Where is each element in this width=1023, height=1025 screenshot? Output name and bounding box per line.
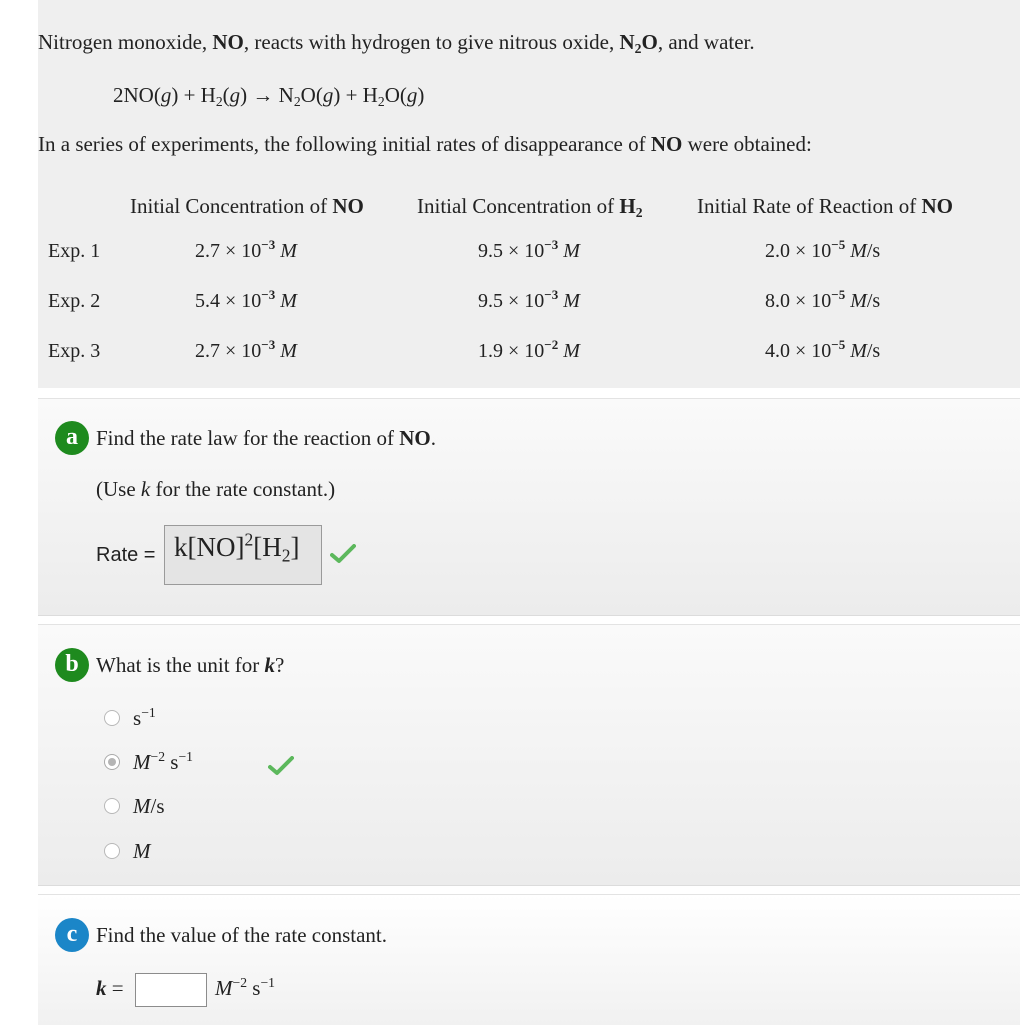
part-a-question: Find the rate law for the reaction of NO.	[96, 426, 436, 450]
check-icon	[330, 544, 356, 564]
part-c-question: Find the value of the rate constant.	[96, 923, 387, 947]
row-3-h2: $1.9 \times 10^{-2}$ M	[478, 337, 580, 362]
header-h2-concentration: Initial Concentration of $H_2$	[417, 194, 643, 221]
row-2-h2: $9.5 \times 10^{-3}$ M	[478, 287, 580, 312]
option-1-label: $s^{-1}$	[133, 704, 156, 730]
header-no-concentration: Initial Concentration of NO	[130, 194, 364, 218]
rate-constant-unit: $M^{-2}$ $s^{-1}$	[215, 974, 275, 1000]
radio-option-3[interactable]	[104, 798, 120, 814]
option-3-label: M/s	[133, 794, 165, 818]
option-4-label: M	[133, 839, 151, 863]
row-1-rate: $2.0 \times 10^{-5}$ M/s	[765, 237, 881, 262]
radio-option-1[interactable]	[104, 710, 120, 726]
part-b-question: What is the unit for k?	[96, 653, 285, 677]
row-3-label: Exp. 3	[48, 340, 101, 362]
row-3-no: $2.7 \times 10^{-3}$ M	[195, 337, 297, 362]
row-2-label: Exp. 2	[48, 290, 101, 312]
rate-constant-input[interactable]	[135, 973, 207, 1007]
row-1-no: $2.7 \times 10^{-3}$ M	[195, 237, 297, 262]
header-rate: Initial Rate of Reaction of NO	[697, 194, 954, 218]
row-2-no: $5.4 \times 10^{-3}$ M	[195, 287, 297, 312]
part-c-badge: c	[55, 918, 89, 952]
check-icon	[268, 756, 294, 776]
part-a-hint: (Use k for the rate constant.)	[96, 477, 336, 501]
radio-option-2[interactable]	[104, 754, 120, 770]
radio-option-4[interactable]	[104, 843, 120, 859]
part-b-badge: b	[55, 648, 89, 682]
row-1-h2: $9.5 \times 10^{-3}$ M	[478, 237, 580, 262]
part-a-badge: a	[55, 421, 89, 455]
rate-law-answer: $k[NO]^2[H_2]$	[174, 529, 300, 566]
rate-label: Rate =	[96, 544, 156, 566]
row-3-rate: $4.0 \times 10^{-5}$ M/s	[765, 337, 881, 362]
row-2-rate: $8.0 \times 10^{-5}$ M/s	[765, 287, 881, 312]
k-label: k =	[96, 976, 124, 1000]
option-2-label: $M^{-2}$ $s^{-1}$	[133, 748, 193, 774]
reaction-equation: $2NO(g) + H_2(g) \to N_2O(g) + H_2O(g)$	[113, 83, 425, 110]
experiments-sentence: In a series of experiments, the following initial rates of disappearance of NO were obtained:	[38, 132, 812, 156]
intro-sentence: Nitrogen monoxide, NO, reacts with hydrogen to give nitrous oxide, $N_2O$, and water.	[38, 30, 755, 57]
row-1-label: Exp. 1	[48, 240, 101, 262]
